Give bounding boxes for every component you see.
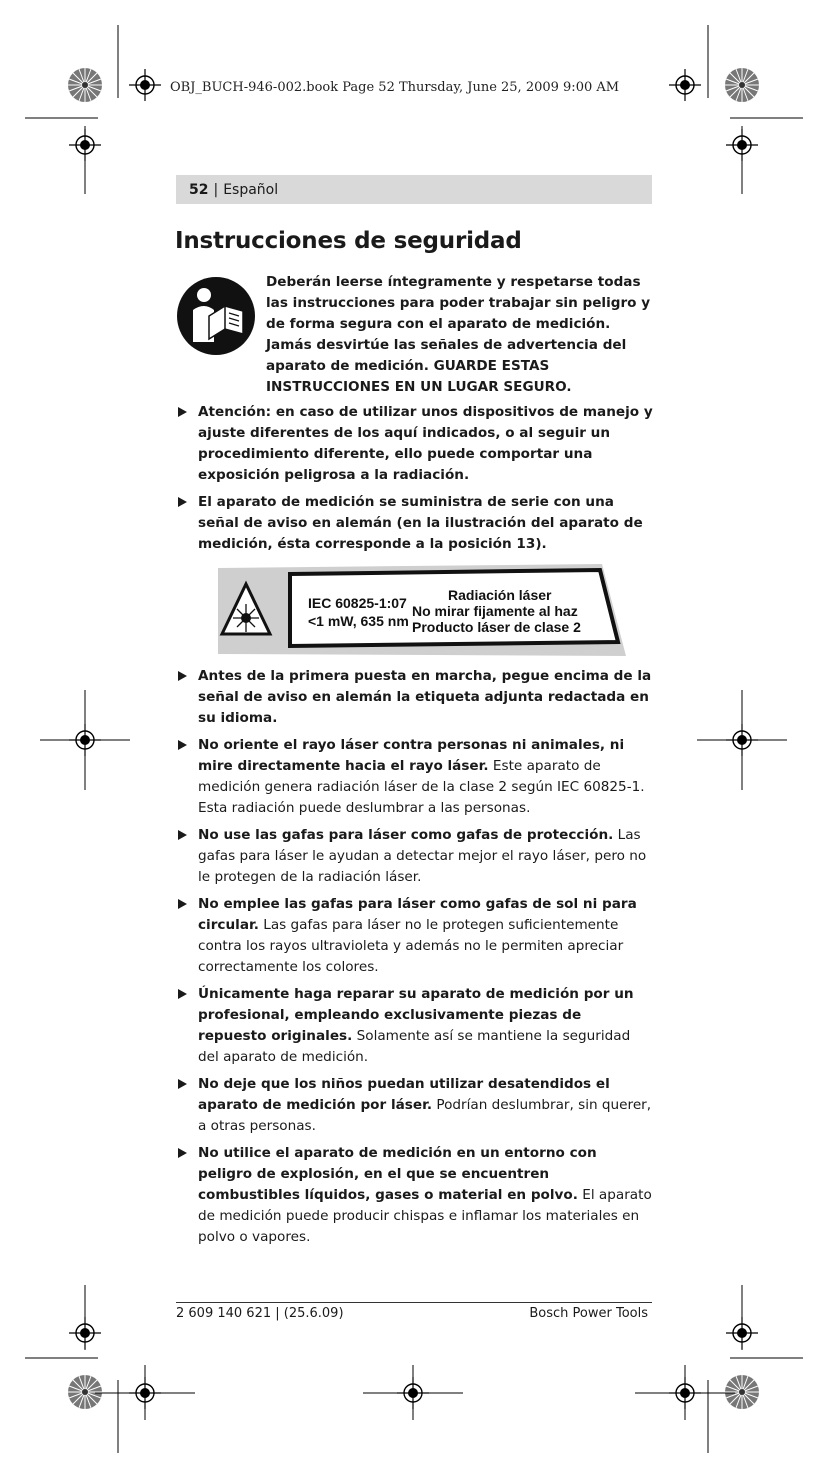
page-number: 52 — [189, 181, 209, 198]
label-power: <1 mW, 635 nm — [308, 613, 409, 629]
safety-item-bold: Antes de la primera puesta en marcha, pegue encima de la señal de aviso en alemán la etiqueta adjunta redactada en su idioma. — [198, 668, 652, 726]
footer-brand: Bosch Power Tools — [529, 1306, 648, 1321]
intro-warning-text: Deberán leerse íntegramente y respetarse todas las instrucciones para poder trabajar sin peligro y de forma segura con el aparato de medición. Jamás desvirtúe las señales de advertencia del aparato de medición. GUARDE ESTAS INSTRUCCIONES EN UN LUGAR SEGURO. — [266, 274, 651, 395]
safety-item-bold: No deje que los niños puedan utilizar desatendidos el aparato de medición por láser. — [198, 1076, 610, 1113]
label-line-2: No mirar fijamente al haz — [412, 603, 578, 619]
safety-item-text: Las gafas para láser no le protegen suficientemente contra los rayos ultravioleta y además no le permiten apreciar correctamente los colores. — [198, 917, 624, 975]
section-language: Español — [223, 181, 279, 198]
safety-list-bottom — [176, 666, 654, 1254]
label-standard: IEC 60825-1:07 — [308, 595, 407, 611]
safety-item-text: El aparato de medición puede producir chispas e inflamar los materiales en polvo o vapores. — [198, 1187, 652, 1245]
safety-item — [176, 1143, 654, 1248]
safety-item-bold: No use las gafas para láser como gafas de protección. — [198, 827, 614, 843]
safety-item-bold: No emplee las gafas para láser como gafas de sol ni para circular. — [198, 896, 637, 933]
footer-rule — [176, 1302, 652, 1303]
bullet-triangle-icon — [178, 407, 187, 417]
safety-item-bold: No oriente el rayo láser contra personas ni animales, ni mire directamente hacia el rayo láser. — [198, 737, 625, 774]
safety-item-text: Este aparato de medición genera radiación láser de la clase 2 según IEC 60825-1. Esta radiación puede deslumbrar a las personas. — [198, 758, 645, 816]
bullet-triangle-icon — [178, 1148, 187, 1158]
safety-item — [176, 984, 654, 1068]
bullet-triangle-icon — [178, 497, 187, 507]
bullet-triangle-icon — [178, 671, 187, 681]
safety-item — [176, 735, 654, 819]
safety-item-bold: Atención: en caso de utilizar unos dispositivos de manejo y ajuste diferentes de los aquí indicados, o al seguir un procedimiento diferente, ello puede comportar una exposición peligrosa a la radiación. — [198, 404, 653, 483]
safety-item — [176, 492, 654, 555]
safety-item — [176, 825, 654, 888]
laser-warning-label — [216, 562, 628, 662]
read-manual-icon — [176, 276, 256, 356]
safety-item — [176, 1074, 654, 1137]
header-separator: | — [213, 181, 219, 198]
bullet-triangle-icon — [178, 899, 187, 909]
bullet-triangle-icon — [178, 830, 187, 840]
safety-list-top — [176, 402, 654, 561]
print-slug: OBJ_BUCH-946-002.book Page 52 Thursday, June 25, 2009 9:00 AM — [170, 80, 620, 95]
footer-doc-number: 2 609 140 621 | (25.6.09) — [176, 1306, 344, 1321]
safety-item-text: Podrían deslumbrar, sin querer, a otras personas. — [198, 1097, 652, 1134]
safety-item-bold: No utilice el aparato de medición en un entorno con peligro de explosión, en el que se encuentren combustibles líquidos, gases o material en polvo. — [198, 1145, 597, 1203]
label-line-3: Producto láser de clase 2 — [412, 619, 581, 635]
safety-item — [176, 894, 654, 978]
safety-item-bold: El aparato de medición se suministra de serie con una señal de aviso en alemán (en la ilustración del aparato de medición, ésta corresponde a la posición 13). — [198, 494, 643, 552]
bullet-triangle-icon — [178, 1079, 187, 1089]
page-header-band — [176, 175, 652, 204]
bullet-triangle-icon — [178, 740, 187, 750]
safety-item-bold: Únicamente haga reparar su aparato de medición por un profesional, empleando exclusivamente piezas de repuesto originales. — [198, 986, 634, 1044]
safety-item-text: Las gafas para láser le ayudan a detectar mejor el rayo láser, pero no le protegen de la radiación láser. — [198, 827, 647, 885]
safety-item — [176, 402, 654, 486]
safety-item — [176, 666, 654, 729]
safety-item-text: Solamente así se mantiene la seguridad del aparato de medición. — [198, 1028, 631, 1065]
page-title: Instrucciones de seguridad — [175, 228, 522, 254]
bullet-triangle-icon — [178, 989, 187, 999]
label-line-1: Radiación láser — [448, 587, 552, 603]
